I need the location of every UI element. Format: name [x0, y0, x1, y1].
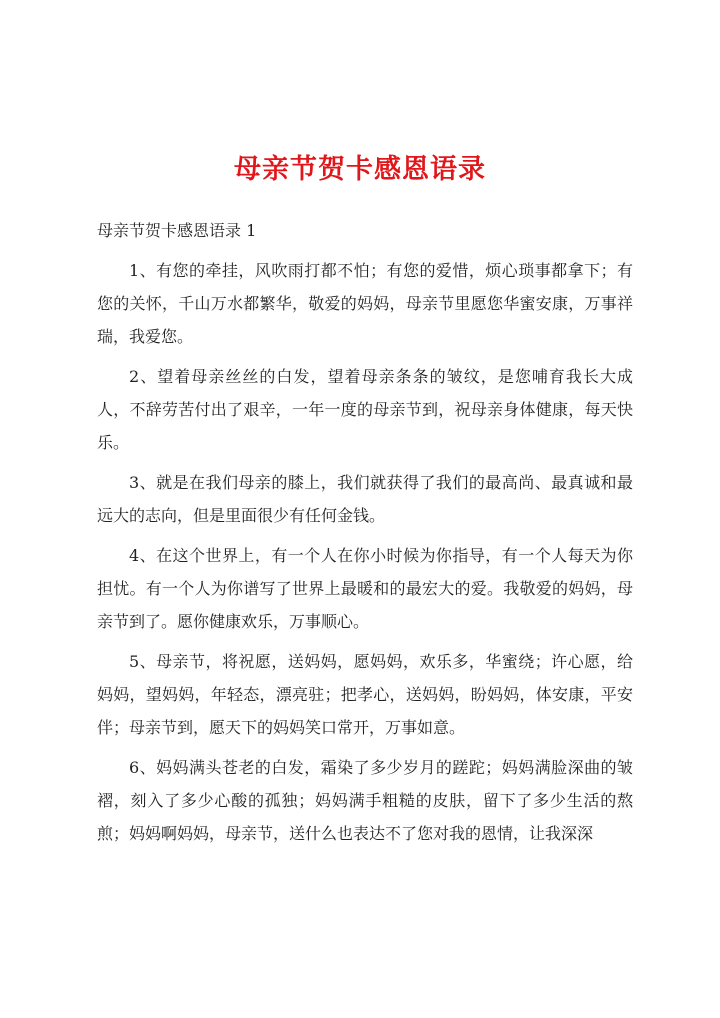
paragraph-6: 6、妈妈满头苍老的白发，霜染了多少岁月的蹉跎；妈妈满脸深曲的皱褶，刻入了多少心酸的孤独；妈妈满手粗糙的皮肤，留下了多少生活的熬煎；妈妈啊妈妈，母亲节，送什么也表达不了您对我的恩情，让我深深 — [97, 758, 633, 843]
paragraph-1: 1、有您的牵挂，风吹雨打都不怕；有您的爱惜，烦心琐事都拿下；有您的关怀，千山万水都繁华，敬爱的妈妈，母亲节里愿您华蜜安康，万事祥瑞，我爱您。 — [97, 261, 633, 346]
paragraph-2: 2、望着母亲丝丝的白发，望着母亲条条的皱纹，是您哺育我长大成人，不辞劳苦付出了艰辛，一年一度的母亲节到，祝母亲身体健康，每天快乐。 — [97, 367, 633, 452]
document-title: 母亲节贺卡感恩语录 — [234, 154, 486, 185]
paragraph-5: 5、母亲节，将祝愿，送妈妈，愿妈妈，欢乐多，华蜜绕；许心愿，给妈妈，望妈妈，年轻态，漂亮驻；把孝心，送妈妈，盼妈妈，体安康，平安伴；母亲节到，愿天下的妈妈笑口常开，万事如意。 — [97, 652, 633, 737]
section-heading: 母亲节贺卡感恩语录 1 — [97, 221, 257, 240]
document-body — [97, 254, 633, 857]
paragraph-3: 3、就是在我们母亲的膝上，我们就获得了我们的最高尚、最真诚和最远大的志向，但是里面很少有任何金钱。 — [97, 473, 633, 525]
paragraph-4: 4、在这个世界上，有一个人在你小时候为你指导，有一个人每天为你担忧。有一个人为你谱写了世界上最暖和的最宏大的爱。我敬爱的妈妈，母亲节到了。愿你健康欢乐，万事顺心。 — [97, 546, 633, 631]
